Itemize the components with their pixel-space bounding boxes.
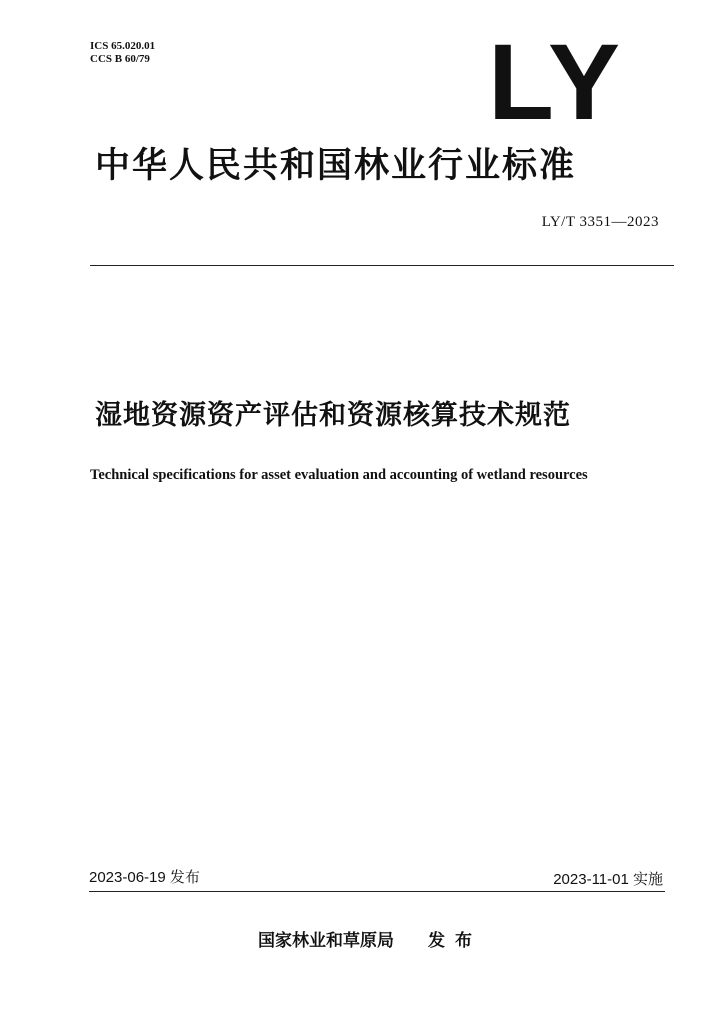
issue-date: 2023-06-19 发布 xyxy=(89,869,200,886)
classification-codes xyxy=(90,40,155,66)
ics-code: ICS 65.020.01 xyxy=(90,40,156,52)
issuer-name: 国家林业和草原局 xyxy=(258,931,394,951)
publish-label: 发布 xyxy=(428,931,482,951)
standard-category-title: 中华人民共和国林业行业标准 xyxy=(95,146,577,186)
ccs-code: CCS B 60/79 xyxy=(90,53,150,65)
industry-logo: LY xyxy=(488,21,625,142)
document-title-chinese: 湿地资源资产评估和资源核算技术规范 xyxy=(95,400,571,431)
issuer-line xyxy=(258,926,482,951)
document-title-english: Technical specifications for asset evaluation and accounting of wetland resources xyxy=(90,467,588,483)
header-divider xyxy=(90,265,674,266)
footer-divider xyxy=(89,891,665,892)
implementation-date: 2023-11-01 实施 xyxy=(553,871,663,888)
standard-number: LY/T 3351—2023 xyxy=(541,214,659,230)
